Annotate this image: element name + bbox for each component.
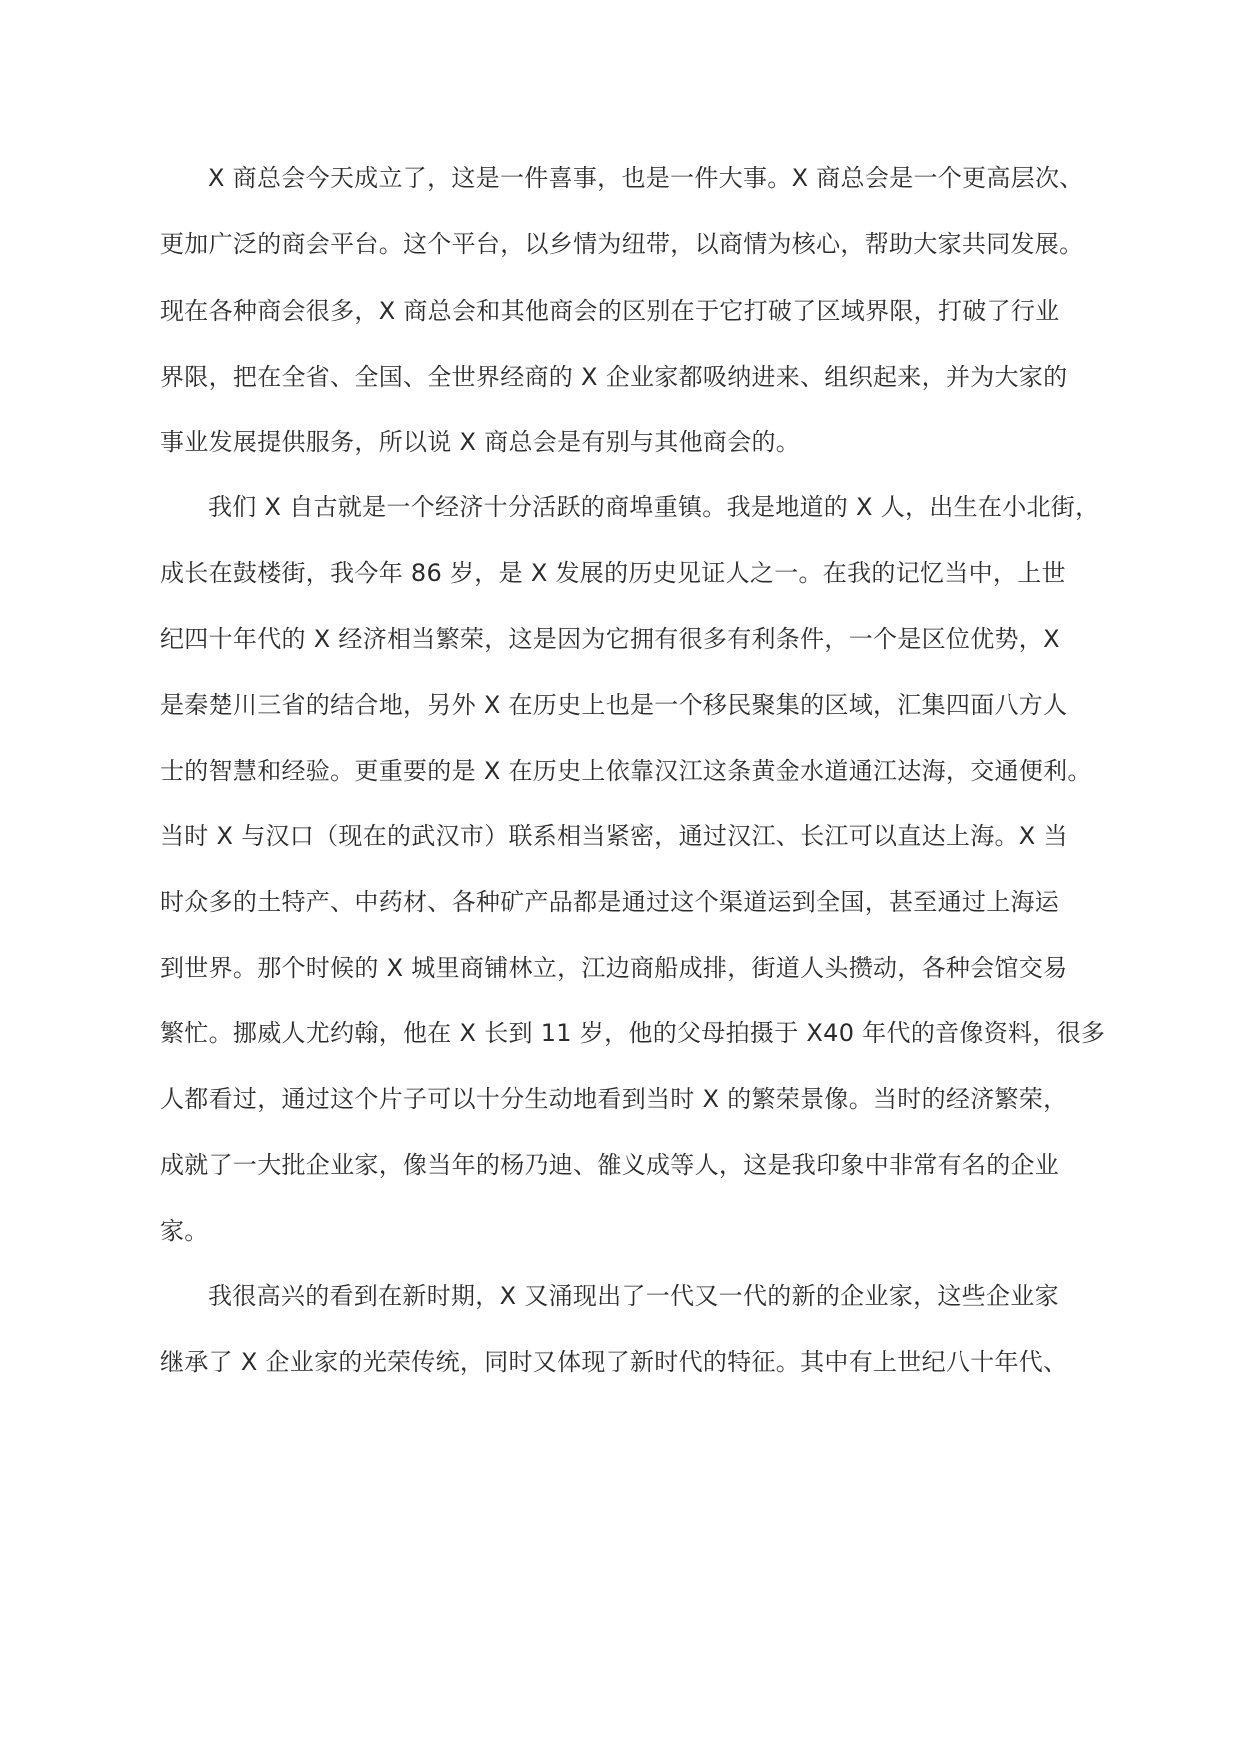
paragraph-2-line-4: 是秦楚川三省的结合地，另外 X 在历史上也是一个移民聚集的区域，汇集四面八方人 (160, 691, 1068, 719)
paragraph-2-line-2: 成长在鼓楼街，我今年 86 岁，是 X 发展的历史见证人之一。在我的记忆当中，上世 (160, 559, 1066, 587)
paragraph-2-line-6: 当时 X 与汉口（现在的武汉市）联系相当紧密，通过汉江、长江可以直达上海。X 当 (160, 822, 1068, 850)
paragraph-1-line-1: X 商总会今天成立了，这是一件喜事，也是一件大事。X 商总会是一个更高层次、 (208, 164, 1084, 192)
paragraph-3-line-1: 我很高兴的看到在新时期，X 又涌现出了一代又一代的新的企业家，这些企业家 (208, 1282, 1059, 1310)
paragraph-2-line-9: 繁忙。挪威人尤约翰，他在 X 长到 11 岁，他的父母拍摄于 X40 年代的音像资料，很多 (160, 1019, 1106, 1047)
paragraph-2-line-5: 士的智慧和经验。更重要的是 X 在历史上依靠汉江这条黄金水道通江达海，交通便利。 (160, 757, 1092, 785)
paragraph-1-line-3: 现在各种商会很多，X 商总会和其他商会的区别在于它打破了区域界限，打破了行业 (160, 297, 1060, 325)
paragraph-2-line-7: 时众多的土特产、中药材、各种矿产品都是通过这个渠道运到全国，甚至通过上海运 (160, 888, 1060, 916)
paragraph-2-line-8: 到世界。那个时候的 X 城里商铺林立，江边商船成排，街道人头攒动，各种会馆交易 (160, 954, 1068, 982)
paragraph-3-line-2: 继承了 X 企业家的光荣传统，同时又体现了新时代的特征。其中有上世纪八十年代、 (160, 1348, 1068, 1376)
paragraph-1-line-5: 事业发展提供服务，所以说 X 商总会是有别与其他商会的。 (160, 428, 801, 456)
paragraph-1-line-4: 界限，把在全省、全国、全世界经商的 X 企业家都吸纳进来、组织起来，并为大家的 (160, 363, 1068, 391)
paragraph-2-line-3: 纪四十年代的 X 经济相当繁荣，这是因为它拥有很多有利条件，一个是区位优势，X (160, 625, 1060, 653)
paragraph-2-line-12: 家。 (160, 1217, 209, 1245)
paragraph-2-line-11: 成就了一大批企业家，像当年的杨乃迪、雒义成等人，这是我印象中非常有名的企业 (160, 1151, 1060, 1179)
paragraph-1-line-2: 更加广泛的商会平台。这个平台，以乡情为纽带，以商情为核心，帮助大家共同发展。 (160, 230, 1084, 258)
paragraph-2-line-1: 我们 X 自古就是一个经济十分活跃的商埠重镇。我是地道的 X 人，出生在小北街， (208, 493, 1100, 521)
paragraph-2-line-10: 人都看过，通过这个片子可以十分生动地看到当时 X 的繁荣景像。当时的经济繁荣， (160, 1085, 1068, 1113)
